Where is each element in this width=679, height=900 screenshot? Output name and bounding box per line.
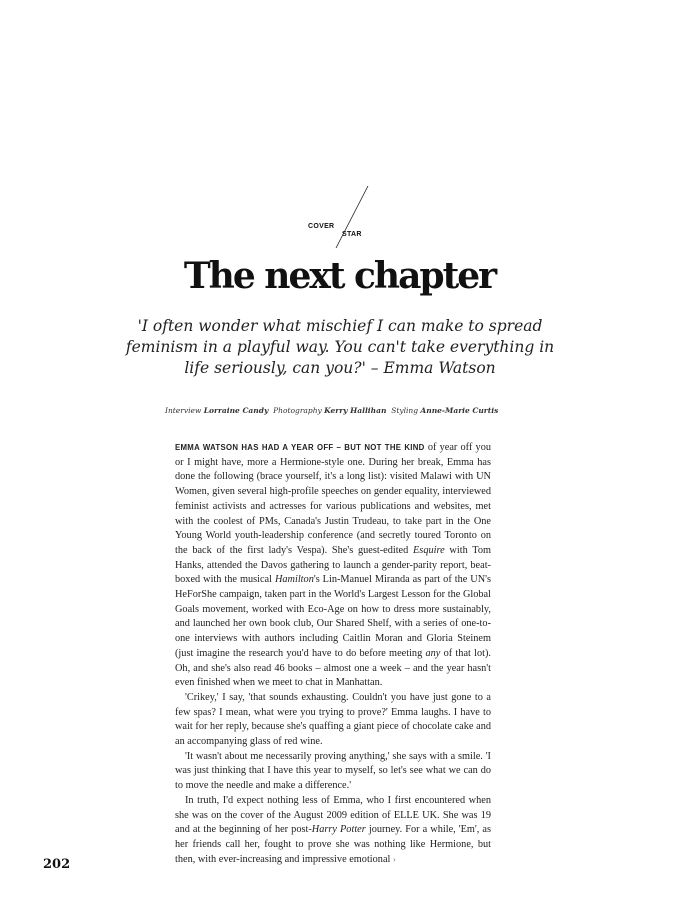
- credit-styling-label: Styling: [391, 406, 419, 415]
- headline: The next chapter: [183, 255, 496, 297]
- lead-in: EMMA WATSON HAS HAD A YEAR OFF – BUT NOT THE KIND: [175, 443, 425, 452]
- credit-styling-name: Anne-Marie Curtis: [420, 406, 499, 415]
- credit-photography-label: Photography: [273, 406, 322, 415]
- standfirst-quote: 'I often wonder what mischief I can make to spread feminism in a playful way. You can't take everything in life seriously, can you?' – Emma Watson: [125, 317, 555, 377]
- body-paragraph-3: 'It wasn't about me necessarily proving anything,' she says with a smile. 'I was just thinking that I have this year to myself, so let's see what we can do to move the needle and make a difference.': [175, 750, 491, 792]
- body-italic-esquire: Esquire: [413, 544, 445, 556]
- body-text: of year off you or I might have, more a Hermione-style one. During her break, Emma has done the following (brace yourself, it's a long list): visited Malawi with UN Women, given several high-profile speeches on gender equality, interviewed feminist activists and actresses for various publications and websites, met with the coolest of PMs, Canada's Justin Trudeau, to take part in the One Young World youth-leadership conference (and secretly toured Toronto on the back of the first lady's Vespa). She's guest-edited: [175, 442, 492, 556]
- body-italic-harry-potter: Harry Potter: [311, 824, 366, 836]
- body-italic-any: any: [425, 647, 441, 659]
- body-text: of that lot). Oh, and she's also read 46 books – almost one a week – and the year hasn't even finished when we meet to chat in Manhattan.: [175, 647, 491, 689]
- body-paragraph-1: [175, 441, 491, 691]
- continue-arrow-icon: ›: [392, 854, 396, 864]
- body-italic-hamilton: Hamilton: [274, 574, 314, 586]
- body-text: with Tom Hanks, attended the Davos gathering to launch a gender-parity report, beat-boxed with the musical: [175, 544, 491, 586]
- body-paragraph-2: 'Crikey,' I say, 'that sounds exhausting. Couldn't you have just gone to a few spas? I mean, what were you trying to prove?' Emma laughs. I have to wait for her reply, because she's quaffing a giant piece of chocolate cake and an accompanying glass of red wine.: [175, 691, 491, 748]
- body-text: 's Lin-Manuel Miranda as part of the UN's HeForShe campaign, taken part in the World's Largest Lesson for the Global Goals movement, worked with Eco-Age on how to dress more sustainably, and launched her own book club, Our Shared Shelf, with a series of one-to-one interviews with authors including Caitlin Moran and Gloria Steinem (just imagine the research you'd have to do before meeting: [175, 574, 491, 659]
- credit-interview-name: Lorraine Candy: [203, 406, 269, 415]
- credit-interview-label: Interview: [165, 406, 202, 415]
- body-text: journey. For a while, 'Em', as her friends call her, fought to prove she was nothing like Hermione, but then, with ever-increasing and impressive emotional: [175, 824, 492, 865]
- section-tag-slash: [328, 186, 378, 248]
- body-paragraph-4: [175, 794, 491, 868]
- credit-photography-name: Kerry Hallihan: [324, 406, 387, 415]
- section-tag-cover: COVER: [308, 223, 335, 230]
- credits-line: [165, 406, 565, 415]
- body-text: In truth, I'd expect nothing less of Emma, who I first encountered when she was on the cover of the August 2009 edition of ELLE UK. She was 19 and at the beginning of her post-: [175, 794, 491, 836]
- article-body: [175, 441, 491, 867]
- page-number: 202: [43, 857, 71, 872]
- section-tag-star: STAR: [342, 231, 362, 238]
